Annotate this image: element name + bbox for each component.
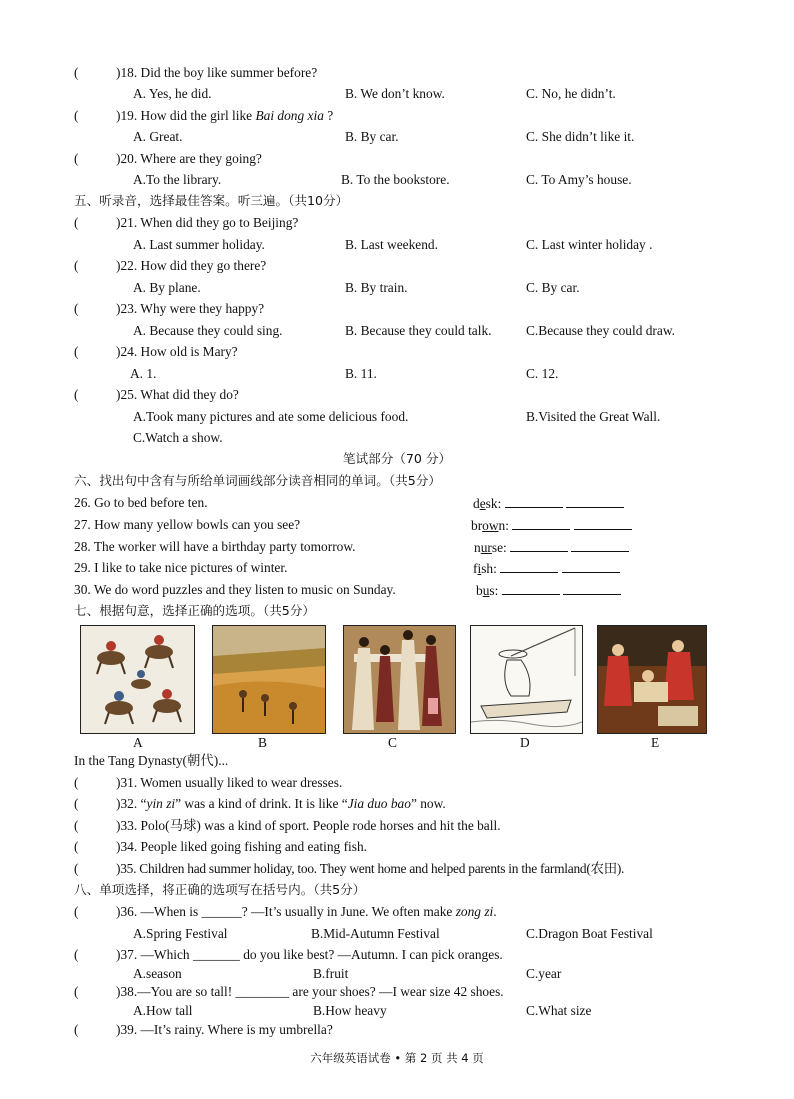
- paren: (: [74, 839, 79, 854]
- question-36: )36. —When is ______? —It’s usually in June. We often make zong zi.: [116, 904, 497, 919]
- picture-label-a: A: [133, 735, 143, 750]
- question-20: )20. Where are they going?: [116, 151, 262, 166]
- answer-blank[interactable]: [574, 517, 632, 530]
- paren: (: [74, 775, 79, 790]
- paren: (: [74, 387, 79, 402]
- picture-e-drinking: [597, 625, 707, 734]
- paren: (: [74, 796, 79, 811]
- picture-b-farmland: [212, 625, 326, 734]
- picture-label-d: D: [520, 735, 530, 750]
- phonics-word-30: bus:: [476, 582, 621, 599]
- option-b: B. 11.: [345, 366, 377, 381]
- paren: (: [74, 904, 79, 919]
- option-a: A.To the library.: [133, 172, 222, 187]
- option-b: B. By car.: [345, 129, 399, 144]
- tang-intro: In the Tang Dynasty(朝代)...: [74, 753, 229, 768]
- option-a: A. Yes, he did.: [133, 86, 212, 101]
- question-34: )34. People liked going fishing and eating fish.: [116, 839, 368, 854]
- paren: (: [74, 984, 79, 999]
- paren: (: [74, 861, 79, 876]
- paren: (: [74, 108, 79, 123]
- paren: (: [74, 258, 79, 273]
- option-a: A.How tall: [133, 1003, 193, 1018]
- picture-a-polo-riders: [80, 625, 195, 734]
- option-a: A.season: [133, 966, 182, 981]
- phonics-word-29: fish:: [473, 560, 620, 577]
- answer-blank[interactable]: [512, 517, 570, 530]
- option-b: B.fruit: [313, 966, 349, 981]
- picture-c-women-dresses: [343, 625, 456, 734]
- phonics-sentence-26: 26. Go to bed before ten.: [74, 495, 208, 510]
- phonics-word-27: brown:: [471, 517, 632, 534]
- option-b: B. We don’t know.: [345, 86, 445, 101]
- option-c: C.Because they could draw.: [526, 323, 675, 338]
- paren: (: [74, 344, 79, 359]
- option-c: C.What size: [526, 1003, 592, 1018]
- paren: (: [74, 65, 79, 80]
- picture-label-c: C: [388, 735, 397, 750]
- paren: (: [74, 301, 79, 316]
- answer-blank[interactable]: [563, 582, 621, 595]
- question-39: )39. —It’s rainy. Where is my umbrella?: [116, 1022, 333, 1037]
- phonics-word-26: desk:: [473, 495, 624, 512]
- option-b: B. Because they could talk.: [345, 323, 492, 338]
- question-31: )31. Women usually liked to wear dresses.: [116, 775, 343, 790]
- question-24: )24. How old is Mary?: [116, 344, 238, 359]
- question-35: )35. Children had summer holiday, too. They went home and helped parents in the farmland(农田).: [116, 861, 625, 876]
- option-a: A. Last summer holiday.: [133, 237, 265, 252]
- question-32: )32. “yin zi” was a kind of drink. It is like “Jia duo bao” now.: [116, 796, 446, 811]
- question-18: )18. Did the boy like summer before?: [116, 65, 318, 80]
- paren: (: [74, 215, 79, 230]
- option-b: B.How heavy: [313, 1003, 387, 1018]
- phonics-sentence-27: 27. How many yellow bowls can you see?: [74, 517, 301, 532]
- paren: (: [74, 947, 79, 962]
- option-a: A.Took many pictures and ate some delicious food.: [133, 409, 409, 424]
- paren: (: [74, 818, 79, 833]
- question-21: )21. When did they go to Beijing?: [116, 215, 299, 230]
- answer-blank[interactable]: [500, 560, 558, 573]
- option-a: A. Because they could sing.: [133, 323, 283, 338]
- section8-heading: 八、单项选择，将正确的选项写在括号内。（共5分）: [74, 882, 366, 897]
- option-b: B. Last weekend.: [345, 237, 438, 252]
- answer-blank[interactable]: [571, 539, 629, 552]
- written-part-heading: 笔试部分（70 分）: [342, 451, 452, 466]
- option-c: C.Dragon Boat Festival: [526, 926, 653, 941]
- option-c: C. No, he didn’t.: [526, 86, 616, 101]
- option-a: A. Great.: [133, 129, 183, 144]
- answer-blank[interactable]: [566, 495, 624, 508]
- picture-label-b: B: [258, 735, 267, 750]
- page-footer: 六年级英语试卷 • 第 2 页 共 4 页: [310, 1051, 484, 1065]
- option-b: B.Mid-Autumn Festival: [311, 926, 440, 941]
- section7-heading: 七、根据句意，选择正确的选项。（共5分）: [74, 603, 315, 618]
- section5-heading: 五、听录音，选择最佳答案。听三遍。（共10分）: [74, 193, 349, 208]
- answer-blank[interactable]: [562, 560, 620, 573]
- option-a: A. By plane.: [133, 280, 201, 295]
- answer-blank[interactable]: [505, 495, 563, 508]
- phonics-sentence-29: 29. I like to take nice pictures of winter.: [74, 560, 288, 575]
- phonics-word-28: nurse:: [474, 539, 629, 556]
- question-19: )19. How did the girl like Bai dong xia ?: [116, 108, 334, 123]
- option-c: C. 12.: [526, 366, 559, 381]
- picture-d-fishing: [470, 625, 583, 734]
- question-33: )33. Polo(马球) was a kind of sport. People rode horses and hit the ball.: [116, 818, 501, 833]
- answer-blank[interactable]: [502, 582, 560, 595]
- option-c: C.Watch a show.: [133, 430, 223, 445]
- question-37: )37. —Which _______ do you like best? —Autumn. I can pick oranges.: [116, 947, 503, 962]
- option-b: B. To the bookstore.: [341, 172, 450, 187]
- option-c: C. By car.: [526, 280, 580, 295]
- phonics-sentence-30: 30. We do word puzzles and they listen to music on Sunday.: [74, 582, 396, 597]
- question-25: )25. What did they do?: [116, 387, 239, 402]
- phonics-sentence-28: 28. The worker will have a birthday party tomorrow.: [74, 539, 356, 554]
- question-23: )23. Why were they happy?: [116, 301, 265, 316]
- option-b: B. By train.: [345, 280, 408, 295]
- option-a: A. 1.: [130, 366, 157, 381]
- option-c: C.year: [526, 966, 562, 981]
- section6-heading: 六、找出句中含有与所给单词画线部分读音相同的单词。（共5分）: [74, 473, 441, 488]
- option-b: B.Visited the Great Wall.: [526, 409, 661, 424]
- option-c: C. To Amy’s house.: [526, 172, 632, 187]
- question-22: )22. How did they go there?: [116, 258, 267, 273]
- paren: (: [74, 151, 79, 166]
- question-38: )38.—You are so tall! ________ are your shoes? —I wear size 42 shoes.: [116, 984, 504, 999]
- picture-label-e: E: [651, 735, 660, 750]
- option-a: A.Spring Festival: [133, 926, 228, 941]
- option-c: C. Last winter holiday .: [526, 237, 653, 252]
- answer-blank[interactable]: [510, 539, 568, 552]
- option-c: C. She didn’t like it.: [526, 129, 635, 144]
- paren: (: [74, 1022, 79, 1037]
